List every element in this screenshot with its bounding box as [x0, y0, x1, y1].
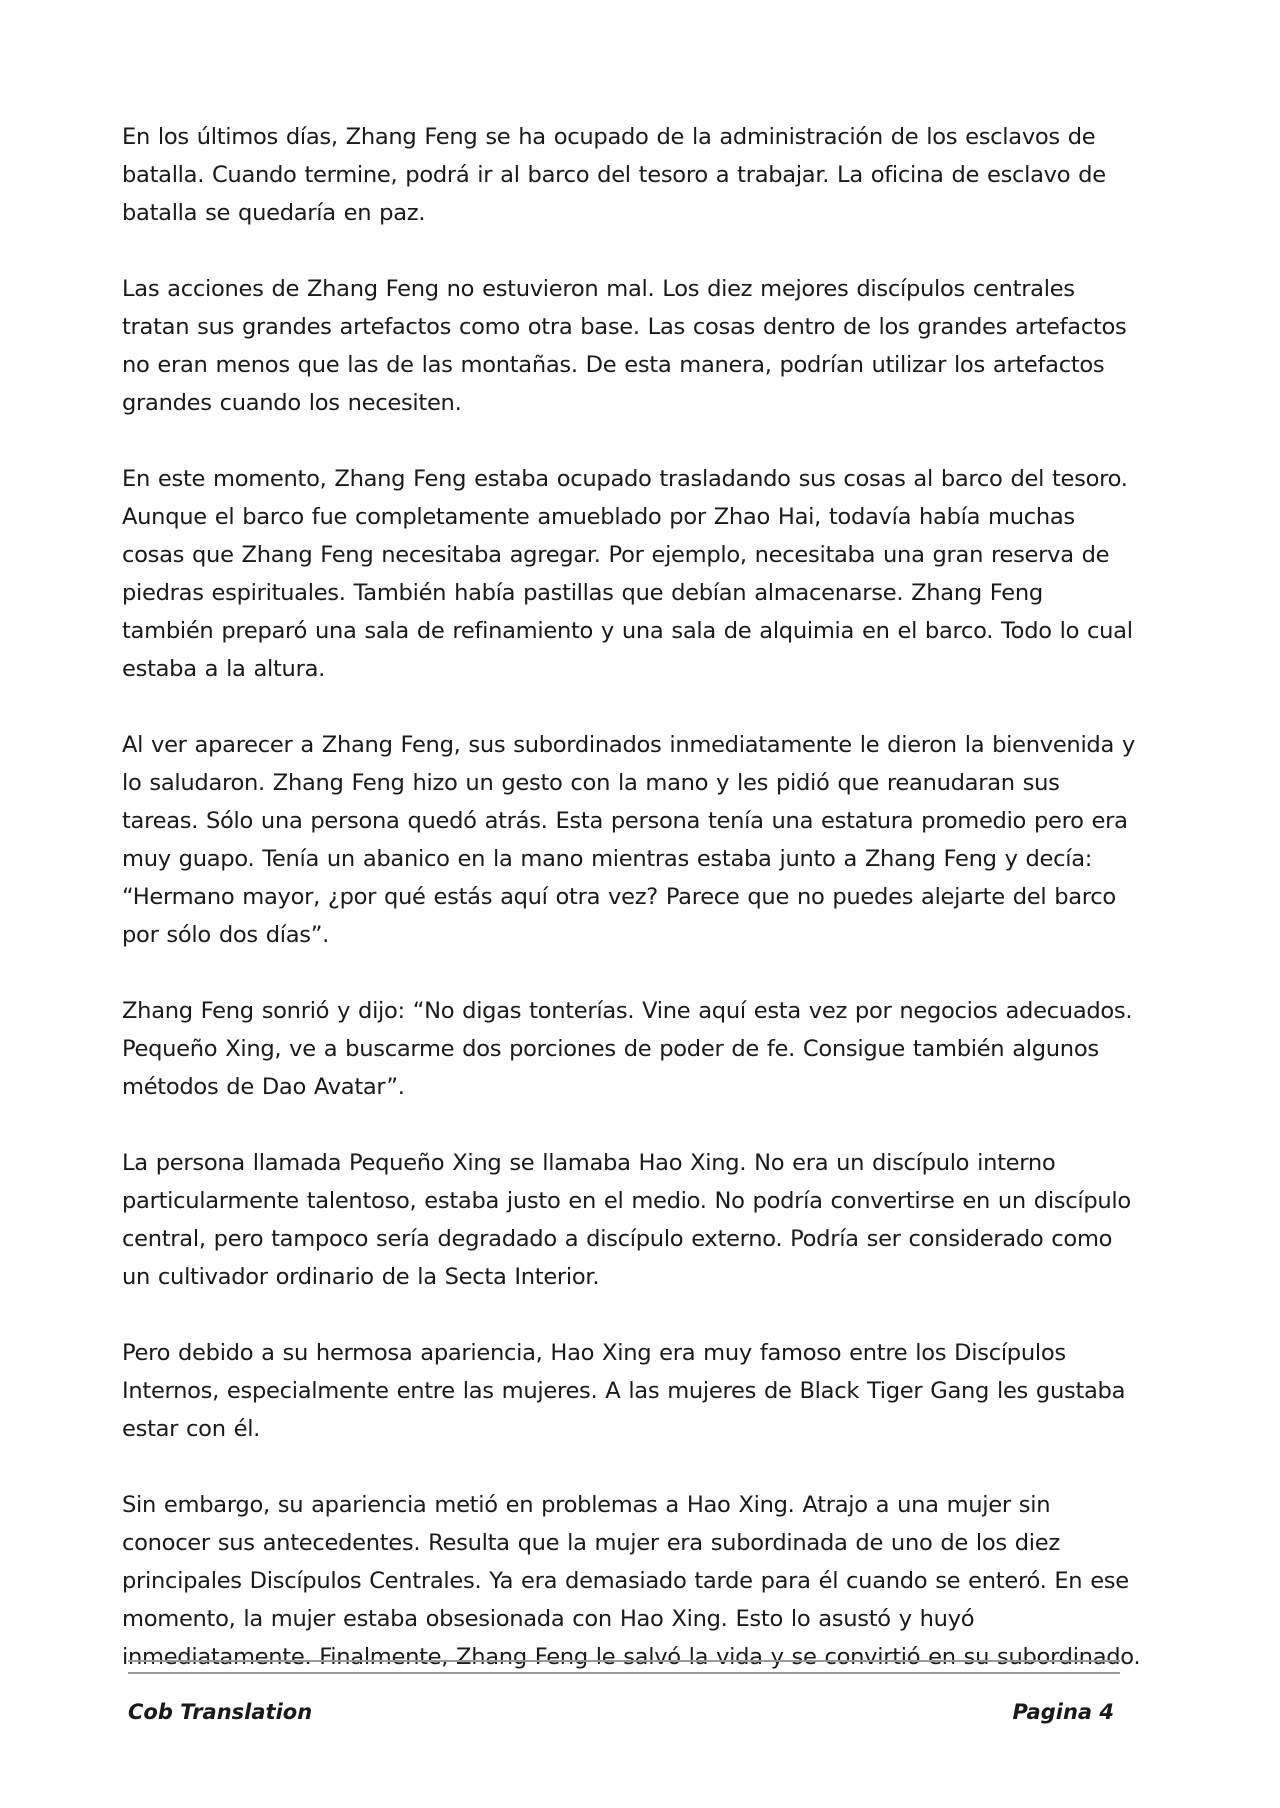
page-body — [122, 118, 1142, 1714]
paragraph: En este momento, Zhang Feng estaba ocupado trasladando sus cosas al barco del tesoro. Aunque el barco fue completamente amueblado por Zhao Hai, todavía había muchas cosas que Zhang Feng necesitaba agregar. Por ejemplo, necesitaba una gran reserva de piedras espirituales. También había pastillas que debían almacenarse. Zhang Feng también preparó una sala de refinamiento y una sala de alquimia en el barco. Todo lo cual estaba a la altura. — [122, 466, 1133, 682]
footer-page-number: Pagina 4 — [1012, 1700, 1114, 1724]
footer-translator-credit: Cob Translation — [128, 1700, 313, 1724]
paragraph: Al ver aparecer a Zhang Feng, sus subordinados inmediatamente le dieron la bienvenida y lo saludaron. Zhang Feng hizo un gesto con la mano y les pidió que reanudaran sus tareas. Sólo una persona quedó atrás. Esta persona tenía una estatura promedio pero era muy guapo. Tenía un abanico en la mano mientras estaba junto a Zhang Feng y decía: “Hermano mayor, ¿por qué estás aquí otra vez? Parece que no puedes alejarte del barco por sólo dos días”. — [122, 732, 1135, 948]
footer-divider — [128, 1672, 1120, 1674]
paragraph: La persona llamada Pequeño Xing se llamaba Hao Xing. No era un discípulo interno particularmente talentoso, estaba justo en el medio. No podría convertirse en un discípulo central, pero tampoco sería degradado a discípulo externo. Podría ser considerado como un cultivador ordinario de la Secta Interior. — [122, 1150, 1131, 1290]
footer-divider — [128, 1660, 1120, 1662]
paragraph: Las acciones de Zhang Feng no estuvieron mal. Los diez mejores discípulos centrales tratan sus grandes artefactos como otra base. Las cosas dentro de los grandes artefactos no eran menos que las de las montañas. De esta manera, podrían utilizar los artefactos grandes cuando los necesiten. — [122, 276, 1127, 416]
paragraph: Pero debido a su hermosa apariencia, Hao Xing era muy famoso entre los Discípulos Internos, especialmente entre las mujeres. A las mujeres de Black Tiger Gang les gustaba estar con él. — [122, 1340, 1126, 1442]
paragraph: Zhang Feng sonrió y dijo: “No digas tonterías. Vine aquí esta vez por negocios adecuados. Pequeño Xing, ve a buscarme dos porciones de poder de fe. Consigue también algunos métodos de Dao Avatar”. — [122, 998, 1133, 1100]
paragraph: Sin embargo, su apariencia metió en problemas a Hao Xing. Atrajo a una mujer sin conocer sus antecedentes. Resulta que la mujer era subordinada de uno de los diez principales Discípulos Centrales. Ya era demasiado tarde para él cuando se enteró. En ese momento, la mujer estaba obsesionada con Hao Xing. Esto lo asustó y huyó inmediatamente. Finalmente, Zhang Feng le salvó la vida y se convirtió en su subordinado. — [122, 1492, 1141, 1670]
paragraph: En los últimos días, Zhang Feng se ha ocupado de la administración de los esclavos de batalla. Cuando termine, podrá ir al barco del tesoro a trabajar. La oficina de esclavo de batalla se quedaría en paz. — [122, 124, 1106, 226]
